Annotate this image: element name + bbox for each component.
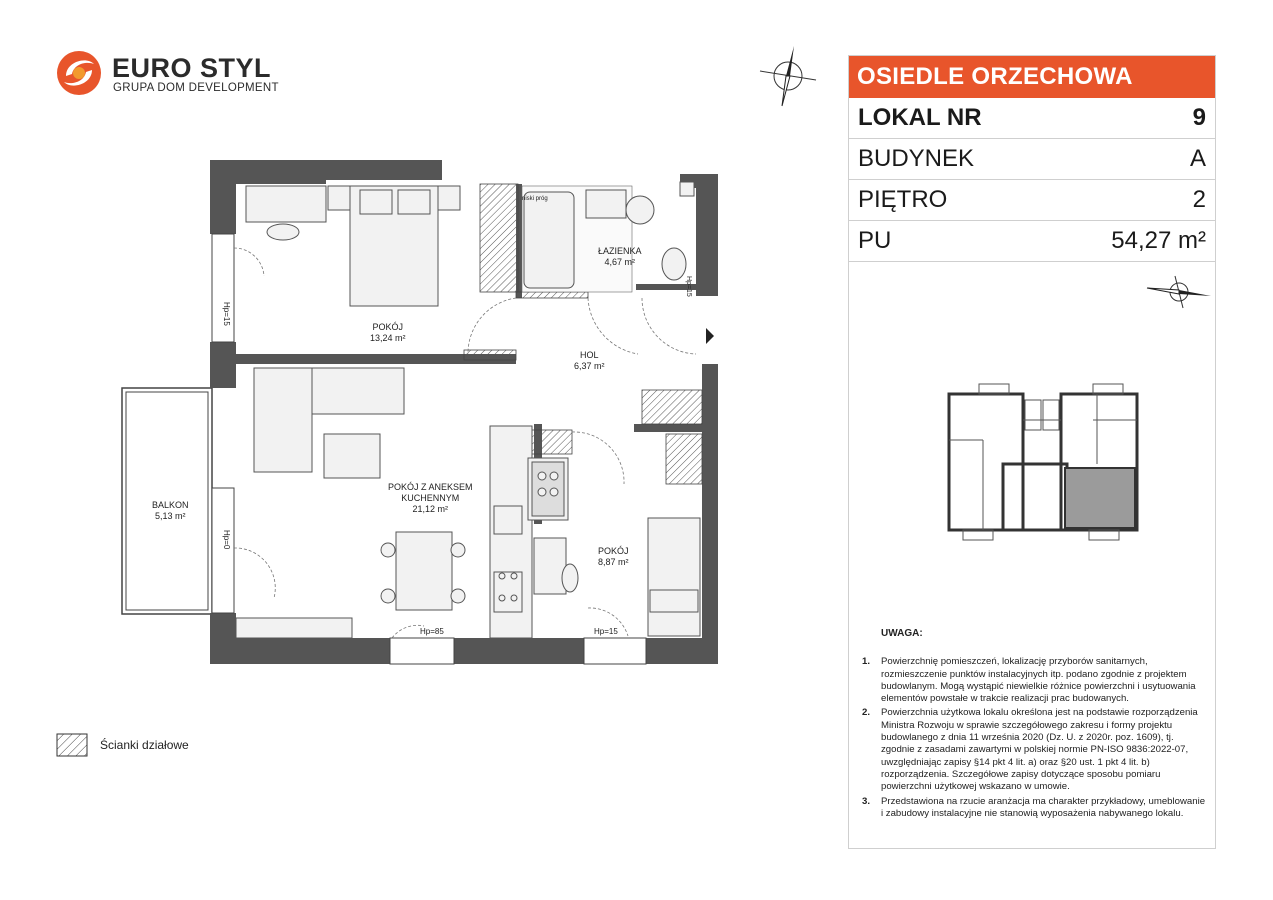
sill-height-mark: Hp=85 (420, 627, 444, 636)
room-name: POKÓJ (372, 322, 404, 332)
north-arrow-icon (758, 44, 818, 108)
notes-title: UWAGA: (881, 628, 923, 639)
room-area: 5,13 m² (155, 511, 186, 521)
room-area: 13,24 m² (370, 333, 406, 343)
info-row-lokal (849, 98, 1215, 139)
info-label: PIĘTRO (858, 186, 948, 213)
euro-styl-logo-icon (56, 50, 102, 96)
info-row-pietro (849, 180, 1215, 221)
room-label-pokoj-1 (370, 322, 406, 344)
sill-height-mark: Hp=15 (222, 302, 231, 326)
room-name: BALKON (152, 500, 189, 510)
note-item (857, 796, 1209, 821)
brand-name: EURO STYL (112, 53, 272, 83)
room-area: 4,67 m² (604, 257, 636, 267)
info-label: BUDYNEK (858, 145, 975, 172)
sill-height-mark: Hp=0 (222, 530, 231, 550)
note-item (857, 656, 1209, 705)
info-row-budynek (849, 139, 1215, 180)
building-key-plan (943, 380, 1143, 548)
floor-plan-drawing (118, 158, 730, 670)
threshold-note: niski próg (522, 196, 548, 202)
note-text: Powierzchnia użytkowa lokalu określona jest na podstawie rozporządzenia Ministra Rozwoju w sprawie szczegółowego zakresu i formy projektu budowlanego z dnia 11 września 2020 (Dz. U. z 2020r. poz. 1609), tj. zgodnie z zasadami zawartymi w polskiej normie PN-ISO 9836:2022-07, uwzględniając zapisy §14 pkt 4 lit. a) oraz §20 ust. 1 pkt 4 lit. b) rozporządzenia. Szczegółowe zapisy dotyczące sposobu pomiaru powierzchni użytkowej wskazano w umowie. (881, 707, 1198, 793)
room-area: 8,87 m² (598, 557, 629, 567)
room-label-lazienka (598, 246, 642, 268)
legend-label: Ścianki działowe (100, 738, 189, 752)
room-area: 6,37 m² (574, 361, 605, 371)
room-label-pokoj-2 (598, 546, 629, 568)
sill-height-mark: Hp=15 (685, 276, 692, 297)
brand-subtitle: GRUPA DOM DEVELOPMENT (113, 82, 279, 94)
estate-title: OSIEDLE ORZECHOWA (849, 56, 1215, 98)
room-name: ŁAZIENKA (598, 246, 642, 256)
note-number: 1. (862, 656, 871, 668)
info-value: 54,27 m² (1111, 227, 1206, 254)
note-text: Przedstawiona na rzucie aranżacja ma charakter przykładowy, umeblowanie i zabudowy instalacyjne nie stanowią wyposażenia nabywanego lokalu. (881, 795, 1206, 819)
floor-plan (118, 158, 730, 670)
info-value: A (1189, 145, 1206, 172)
room-name: POKÓJ Z ANEKSEM (388, 482, 473, 492)
note-number: 3. (862, 795, 871, 807)
info-row-pu (849, 221, 1215, 262)
note-text: Powierzchnię pomieszczeń, lokalizację przyborów sanitarnych, rozmieszczenie punktów instalacyjnych itp. podano zgodnie z projektem budowlanym. Mogą wystąpić niewielkie różnice powierzchni i usytuowania elementów powstałe w trakcie realizacji prac budowanych. (881, 656, 1196, 705)
north-arrow-small-icon (1145, 274, 1213, 310)
room-name: POKÓJ (598, 546, 629, 556)
room-label-hol (574, 350, 605, 372)
info-label: PU (858, 227, 892, 254)
notes (857, 628, 1209, 822)
info-panel (848, 55, 1216, 849)
info-value: 9 (1192, 104, 1206, 131)
brand-logo (56, 50, 296, 102)
info-label: LOKAL NR (858, 104, 982, 131)
room-area: 21,12 m² (412, 504, 449, 514)
room-name: HOL (580, 350, 599, 360)
room-label-balkon (152, 500, 189, 522)
room-label-salon (388, 482, 473, 515)
sill-height-mark: Hp=15 (594, 627, 618, 636)
note-item (857, 707, 1209, 793)
note-number: 2. (862, 707, 871, 719)
partition-hatch-swatch (56, 733, 88, 757)
info-value: 2 (1192, 186, 1206, 213)
room-name-cont: KUCHENNYM (401, 493, 460, 503)
